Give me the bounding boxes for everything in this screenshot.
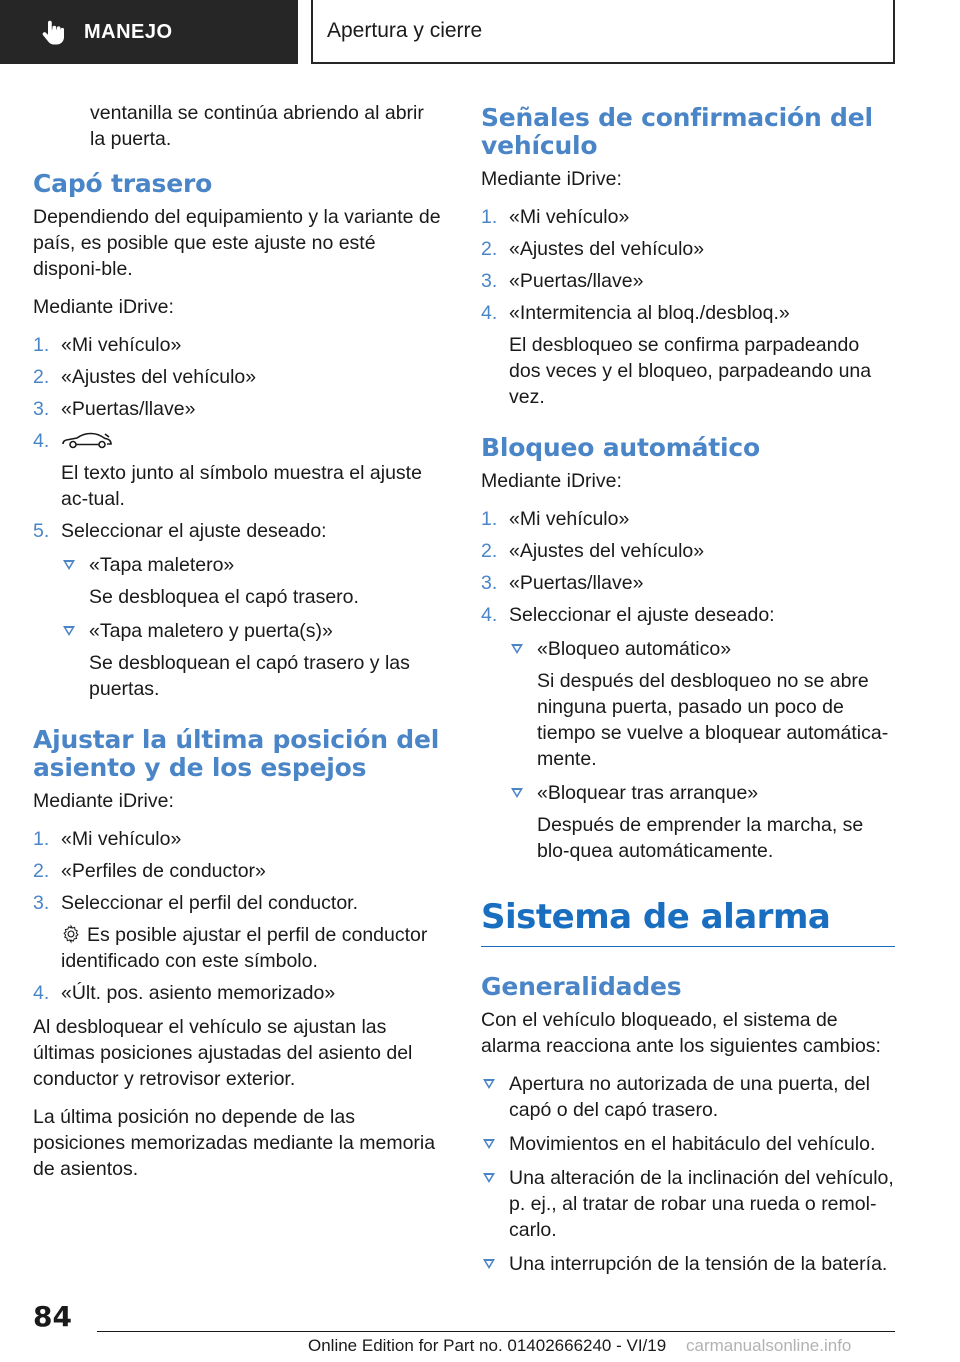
step-number: 3.: [33, 892, 50, 914]
list-item: [481, 506, 895, 532]
list-item: [481, 602, 895, 864]
step-note-text: Es posible ajustar el perfil de conductor identificado con este símbolo.: [61, 924, 428, 972]
triangle-bullet-icon: [483, 1079, 495, 1089]
gear-icon: [61, 924, 81, 944]
section-label: MANEJO: [84, 20, 173, 43]
step-number: 4.: [33, 982, 50, 1004]
step-text: «Ajustes del vehículo»: [61, 366, 257, 388]
step-number: 1.: [481, 206, 498, 228]
page-number: 84: [33, 1300, 72, 1333]
heading-capo-trasero: Capó trasero: [33, 169, 213, 198]
triangle-bullet-icon: [63, 560, 75, 570]
step-text: «Puertas/llave»: [509, 572, 644, 594]
step-text: «Puertas/llave»: [509, 270, 644, 292]
step-number: 3.: [481, 572, 498, 594]
paragraph: Mediante iDrive:: [33, 296, 174, 318]
heading-generalidades: Generalidades: [481, 972, 682, 1001]
option-label: «Bloquear tras arranque»: [537, 782, 759, 804]
paragraph: Mediante iDrive:: [33, 790, 174, 812]
list-item: [481, 1165, 895, 1243]
step-number: 5.: [33, 520, 50, 542]
step-text: Seleccionar el ajuste deseado:: [509, 604, 775, 626]
bullet-text: Movimientos en el habitáculo del vehículo.: [509, 1133, 876, 1155]
paragraph: Mediante iDrive:: [481, 470, 622, 492]
list-item: [33, 428, 443, 512]
option-label: «Tapa maletero y puerta(s)»: [89, 620, 333, 642]
paragraph: Dependiendo del equipamiento y la variante de país, es posible que este ajuste no esté disponi‐ble.: [33, 206, 441, 280]
heading-ultima-posicion: Ajustar la última posición del asiento y de los espejos: [33, 725, 440, 782]
step-number: 4.: [481, 302, 498, 324]
list-item: [33, 332, 443, 358]
right-column: [481, 100, 895, 1283]
step-text: «Puertas/llave»: [61, 398, 196, 420]
step-text: «Ajustes del vehículo»: [509, 238, 705, 260]
footer-divider: [97, 1331, 895, 1332]
step-text: «Mi vehículo»: [509, 508, 630, 530]
list-item: [33, 826, 443, 852]
step-note: El desbloqueo se confirma parpadeando dos veces y el bloqueo, parpadeando una vez.: [509, 334, 872, 408]
step-text: Seleccionar el perfil del conductor.: [61, 892, 359, 914]
option-desc: Se desbloquean el capó trasero y las puertas.: [89, 652, 410, 700]
list-item: [481, 1131, 895, 1157]
step-number: 4.: [33, 430, 50, 452]
paragraph: Mediante iDrive:: [481, 168, 622, 190]
option-label: «Tapa maletero»: [89, 554, 235, 576]
step-number: 4.: [481, 604, 498, 626]
step-text: «Ajustes del vehículo»: [509, 540, 705, 562]
step-number: 1.: [33, 828, 50, 850]
option-item: [61, 552, 443, 610]
left-column: [33, 100, 443, 1194]
paragraph: La última posición no depende de las posiciones memorizadas mediante la memoria de asientos.: [33, 1106, 436, 1180]
section-tab: [0, 0, 298, 64]
bullet-text: Apertura no autorizada de una puerta, del capó o del capó trasero.: [509, 1073, 871, 1121]
option-item: [509, 780, 895, 864]
heading-senales-confirmacion: Señales de confirmación del vehículo: [481, 103, 873, 160]
step-text: «Perfiles de conductor»: [61, 860, 266, 882]
step-number: 2.: [33, 860, 50, 882]
step-number: 2.: [481, 238, 498, 260]
list-item: [481, 268, 895, 294]
step-number: 1.: [33, 334, 50, 356]
footer-edition: Online Edition for Part no. 01402666240 - VI/19: [308, 1336, 667, 1355]
triangle-bullet-icon: [483, 1173, 495, 1183]
step-text: «Intermitencia al bloq./desbloq.»: [509, 302, 790, 324]
paragraph: Al desbloquear el vehículo se ajustan las últimas posiciones ajustadas del asiento del conductor y retrovisor exterior.: [33, 1016, 413, 1090]
list-item: [481, 1071, 895, 1123]
car-icon: [61, 431, 113, 449]
bullet-text: Una alteración de la inclinación del vehículo, p. ej., al tratar de robar una rueda o remol‐carlo.: [509, 1167, 894, 1241]
option-item: [509, 636, 895, 772]
list-item: [481, 300, 895, 410]
list-item: [33, 364, 443, 390]
list-item: [33, 518, 443, 702]
option-item: [61, 618, 443, 702]
chapter-title: Apertura y cierre: [327, 19, 483, 42]
step-text: «Mi vehículo»: [509, 206, 630, 228]
step-text: «Mi vehículo»: [61, 334, 182, 356]
paragraph: Con el vehículo bloqueado, el sistema de alarma reacciona ante los siguientes cambios:: [481, 1009, 881, 1057]
list-item: [481, 1251, 895, 1277]
list-item: [481, 538, 895, 564]
step-number: 2.: [481, 540, 498, 562]
step-note: El texto junto al símbolo muestra el ajuste ac‐tual.: [61, 462, 422, 510]
triangle-bullet-icon: [511, 788, 523, 798]
triangle-bullet-icon: [483, 1139, 495, 1149]
list-item: [33, 396, 443, 422]
step-number: 2.: [33, 366, 50, 388]
step-text: Seleccionar el ajuste deseado:: [61, 520, 327, 542]
continuation-text: ventanilla se continúa abriendo al abrir la puerta.: [90, 102, 424, 150]
list-item: [481, 204, 895, 230]
step-text: «Mi vehículo»: [61, 828, 182, 850]
heading-bloqueo-automatico: Bloqueo automático: [481, 433, 760, 462]
list-item: [481, 570, 895, 596]
chapter-header: [311, 0, 895, 64]
step-note: [61, 922, 443, 974]
option-desc: Se desbloquea el capó trasero.: [89, 586, 359, 608]
list-item: [33, 858, 443, 884]
triangle-bullet-icon: [511, 644, 523, 654]
option-desc: Después de emprender la marcha, se blo‐quea automáticamente.: [537, 814, 864, 862]
list-item: [33, 890, 443, 974]
option-desc: Si después del desbloqueo no se abre ninguna puerta, pasado un poco de tiempo se vuelve a bloquear automática‐mente.: [537, 670, 889, 770]
list-item: [481, 236, 895, 262]
step-text: «Últ. pos. asiento memorizado»: [61, 982, 336, 1004]
heading-sistema-alarma: Sistema de alarma: [481, 896, 895, 947]
triangle-bullet-icon: [483, 1259, 495, 1269]
hand-icon: [38, 17, 68, 47]
step-number: 3.: [481, 270, 498, 292]
triangle-bullet-icon: [63, 626, 75, 636]
list-item: [33, 980, 443, 1006]
option-label: «Bloqueo automático»: [537, 638, 732, 660]
step-number: 3.: [33, 398, 50, 420]
bullet-text: Una interrupción de la tensión de la batería.: [509, 1253, 888, 1275]
watermark: carmanualsonline.info: [686, 1336, 852, 1355]
step-number: 1.: [481, 508, 498, 530]
